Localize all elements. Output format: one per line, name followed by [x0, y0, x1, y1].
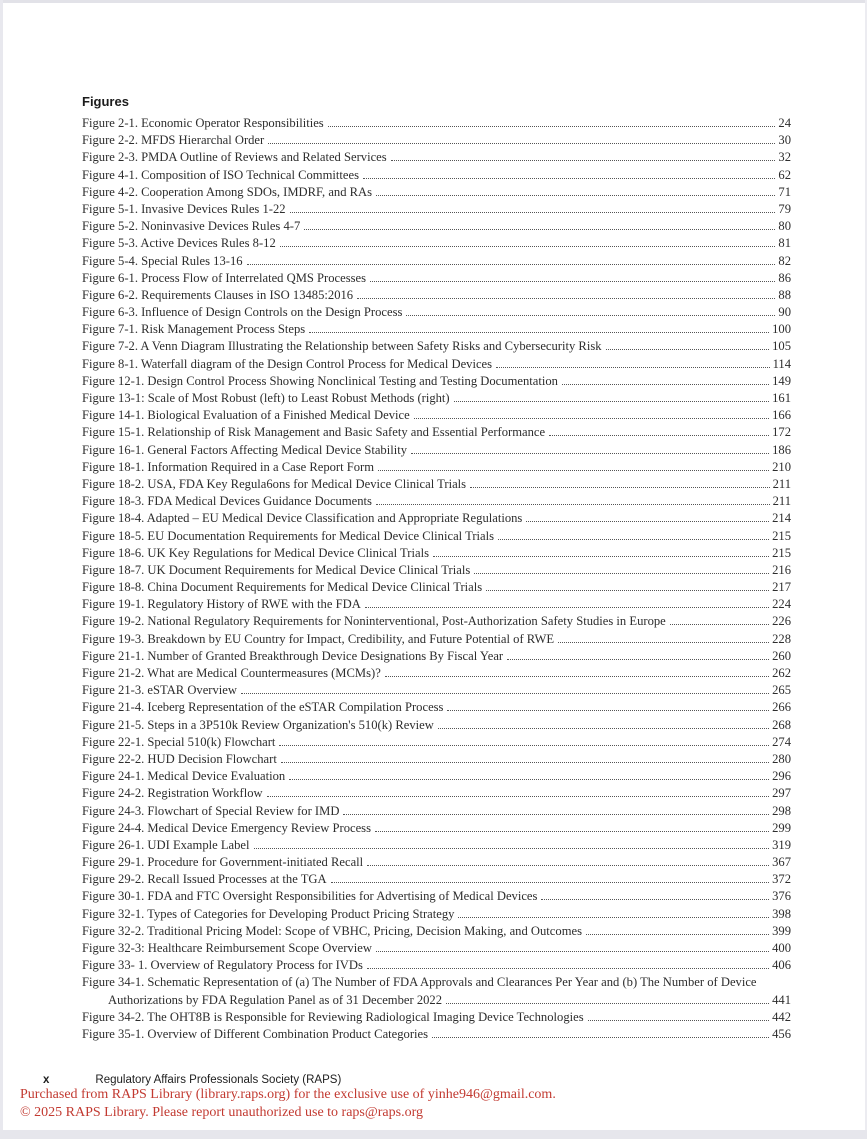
dot-leader: [254, 848, 770, 849]
toc-entry: [82, 338, 791, 355]
toc-entry-title: Authorizations by FDA Regulation Panel as of 31 December 2022: [108, 992, 443, 1007]
dot-leader: [378, 470, 769, 471]
toc-entry-title: Figure 22-1. Special 510(k) Flowchart: [82, 734, 276, 749]
toc-entry-page-number: 297: [772, 786, 791, 801]
toc-entry: [82, 665, 791, 682]
toc-entry-title: Figure 19-1. Regulatory History of RWE with the FDA: [82, 597, 361, 612]
toc-entry-page-number: 266: [772, 700, 791, 715]
toc-entry-page-number: 456: [772, 1026, 791, 1041]
footer-publisher: Regulatory Affairs Professionals Society (RAPS): [95, 1074, 342, 1086]
toc-entry-title: Figure 24-2. Registration Workflow: [82, 786, 263, 801]
toc-entry-title: Figure 5-3. Active Devices Rules 8-12: [82, 236, 276, 251]
toc-entry-title: Figure 16-1. General Factors Affecting Medical Device Stability: [82, 442, 408, 457]
toc-entry: [82, 510, 791, 527]
purchase-notice: Purchased from RAPS Library (library.raps.org) for the exclusive use of yinhe946@gmail.com.: [20, 1087, 556, 1102]
toc-entry-title: Figure 34-1. Schematic Representation of (a) The Number of FDA Approvals and Clearances Per Year and (b) The Number of Device: [82, 975, 757, 990]
toc-entry: [82, 459, 791, 476]
toc-entry-page-number: 24: [778, 116, 791, 130]
dot-leader: [357, 298, 775, 299]
toc-entry-title: Figure 21-3. eSTAR Overview: [82, 683, 237, 698]
toc-entry-title: Figure 2-3. PMDA Outline of Reviews and Related Services: [82, 150, 387, 165]
toc-entry-page-number: 81: [778, 236, 791, 251]
toc-entry-page-number: 82: [778, 253, 791, 268]
toc-entry-title: Figure 32-1. Types of Categories for Developing Product Pricing Strategy: [82, 906, 455, 921]
dot-leader: [289, 779, 769, 780]
toc-entry-page-number: 268: [772, 717, 791, 732]
toc-entry-page-number: 79: [778, 201, 791, 216]
toc-entry-title: Figure 12-1. Design Control Process Showing Nonclinical Testing and Testing Documentation: [82, 373, 558, 388]
toc-entry-title: Figure 32-2. Traditional Pricing Model: Scope of VBHC, Pricing, Decision Making, and Outcomes: [82, 923, 582, 938]
toc-entry-title: Figure 29-1. Procedure for Government-initiated Recall: [82, 855, 364, 870]
toc-entry-page-number: 224: [772, 597, 791, 612]
dot-leader: [549, 435, 769, 436]
toc-entry-page-number: 90: [778, 305, 791, 320]
toc-entry-page-number: 215: [772, 528, 791, 543]
dot-leader: [470, 487, 769, 488]
toc-entry-page-number: 71: [778, 184, 791, 199]
toc-entry-page-number: 406: [772, 958, 791, 973]
toc-entry-title: Figure 32-3: Healthcare Reimbursement Scope Overview: [82, 941, 372, 955]
toc-entry-page-number: 172: [772, 425, 791, 440]
toc-entry-page-number: 319: [772, 837, 791, 852]
toc-entry: [82, 923, 791, 940]
dot-leader: [446, 1003, 769, 1004]
toc-entry-title: Figure 24-3. Flowchart of Special Review for IMD: [82, 803, 340, 818]
toc-entry-title: Figure 18-7. UK Document Requirements for Medical Device Clinical Trials: [82, 562, 471, 577]
toc-entry: [82, 424, 791, 441]
dot-leader: [432, 1037, 769, 1038]
toc-entry: [82, 906, 791, 923]
page-top-edge: [0, 0, 867, 3]
dot-leader: [343, 814, 769, 815]
copyright-notice: © 2025 RAPS Library. Please report unauthorized use to raps@raps.org: [20, 1105, 424, 1120]
dot-leader: [588, 1020, 770, 1021]
toc-entry: [82, 751, 791, 768]
toc-entry: [82, 407, 791, 424]
toc-entry: [82, 820, 791, 837]
dot-leader: [433, 556, 769, 557]
toc-entry-page-number: 210: [772, 459, 791, 474]
dot-leader: [474, 573, 769, 574]
dot-leader: [458, 917, 769, 918]
toc-entry-page-number: 88: [778, 287, 791, 302]
dot-leader: [447, 710, 769, 711]
dot-leader: [391, 160, 776, 161]
toc-entry-page-number: 372: [772, 872, 791, 887]
toc-entry: [82, 888, 791, 905]
toc-entry: [82, 717, 791, 734]
dot-leader: [367, 865, 769, 866]
toc-entry-page-number: 161: [772, 391, 791, 405]
dot-leader: [267, 796, 769, 797]
toc-entry: [82, 476, 791, 493]
toc-entry-title: Figure 21-2. What are Medical Countermeasures (MCMs)?: [82, 666, 381, 680]
toc-entry-title: Figure 18-1. Information Required in a Case Report Form: [82, 459, 375, 474]
toc-entry-title: Figure 18-6. UK Key Regulations for Medical Device Clinical Trials: [82, 545, 429, 560]
toc-entry-title: Figure 2-2. MFDS Hierarchal Order: [82, 133, 265, 148]
toc-entry: [82, 992, 791, 1009]
toc-entry: [82, 699, 791, 716]
dot-leader: [486, 590, 769, 591]
toc-entry: [82, 201, 791, 218]
dot-leader: [280, 246, 776, 247]
dot-leader: [331, 882, 770, 883]
dot-leader: [498, 539, 769, 540]
toc-entry-page-number: 228: [772, 631, 791, 646]
toc-entry: [82, 579, 791, 596]
dot-leader: [375, 831, 769, 832]
toc-entry-title: Figure 18-2. USA, FDA Key Regula6ons for Medical Device Clinical Trials: [82, 476, 467, 491]
section-heading: Figures: [82, 94, 129, 109]
toc-entry-page-number: 217: [772, 580, 791, 595]
toc-entry-title: Figure 6-1. Process Flow of Interrelated QMS Processes: [82, 270, 367, 285]
toc-entry: [82, 957, 791, 974]
toc-entry-title: Figure 5-1. Invasive Devices Rules 1-22: [82, 201, 286, 216]
toc-entry-title: Figure 14-1. Biological Evaluation of a Finished Medical Device: [82, 408, 410, 423]
dot-leader: [406, 315, 775, 316]
toc-entry: [82, 132, 791, 149]
dot-leader: [290, 212, 776, 213]
toc-entry: [82, 648, 791, 665]
toc-entry-page-number: 80: [778, 219, 791, 234]
toc-entry: [82, 321, 791, 338]
toc-entry: [82, 253, 791, 270]
toc-entry: [82, 871, 791, 888]
dot-leader: [438, 728, 769, 729]
dot-leader: [328, 126, 776, 127]
toc-entry-title: Figure 24-1. Medical Device Evaluation: [82, 769, 286, 784]
toc-entry-page-number: 441: [772, 992, 791, 1007]
toc-entry-page-number: 211: [772, 494, 791, 509]
dot-leader: [367, 968, 769, 969]
toc-entry-page-number: 262: [772, 666, 791, 680]
toc-entry-page-number: 296: [772, 769, 791, 784]
toc-entry: [82, 270, 791, 287]
toc-entry: [82, 940, 791, 957]
toc-entry-title: Figure 4-2. Cooperation Among SDOs, IMDRF, and RAs: [82, 184, 373, 199]
toc-entry-page-number: 105: [772, 339, 791, 354]
toc-entry-title: Figure 35-1. Overview of Different Combination Product Categories: [82, 1026, 429, 1041]
toc-entry-title: Figure 13-1: Scale of Most Robust (left) to Least Robust Methods (right): [82, 391, 450, 405]
toc-entry-title: Figure 24-4. Medical Device Emergency Review Process: [82, 820, 371, 835]
toc-entry-title: Figure 30-1. FDA and FTC Oversight Responsibilities for Advertising of Medical Devices: [82, 889, 538, 904]
toc-entry: [82, 390, 791, 407]
toc-entry-title: Figure 5-2. Noninvasive Devices Rules 4-7: [82, 219, 301, 234]
dot-leader: [279, 745, 769, 746]
toc-entry-title: Figure 7-1. Risk Management Process Steps: [82, 322, 306, 337]
toc-entry-page-number: 216: [772, 562, 791, 577]
dot-leader: [526, 521, 769, 522]
toc-entry-title: Figure 5-4. Special Rules 13-16: [82, 253, 243, 268]
dot-leader: [376, 504, 770, 505]
toc-entry-title: Figure 18-3. FDA Medical Devices Guidance Documents: [82, 494, 372, 509]
toc-entry: [82, 493, 791, 510]
toc-entry-page-number: 260: [772, 648, 791, 663]
toc-entry-page-number: 166: [772, 408, 791, 423]
toc-entry-page-number: 149: [772, 373, 791, 388]
toc-entry: [82, 596, 791, 613]
toc-entry-page-number: 226: [772, 614, 791, 629]
toc-entry: [82, 149, 791, 166]
toc-entry: [82, 1009, 791, 1026]
dot-leader: [606, 349, 770, 350]
toc-entry-page-number: 280: [772, 751, 791, 766]
footer-publisher-line: [43, 1073, 341, 1087]
toc-entry-page-number: 214: [772, 511, 791, 526]
toc-entry: [82, 682, 791, 699]
dot-leader: [376, 195, 775, 196]
toc-entry: [82, 974, 791, 991]
dot-leader: [241, 693, 769, 694]
toc-entry-page-number: 211: [772, 476, 791, 491]
toc-entry-title: Figure 15-1. Relationship of Risk Management and Basic Safety and Essential Performance: [82, 425, 546, 440]
dot-leader: [370, 281, 775, 282]
toc-entry-title: Figure 6-3. Influence of Design Controls on the Design Process: [82, 305, 403, 320]
toc-entry-title: Figure 29-2. Recall Issued Processes at the TGA: [82, 872, 327, 887]
toc-entry: [82, 562, 791, 579]
footer-page-number: x: [43, 1074, 50, 1086]
dot-leader: [670, 624, 769, 625]
toc-entry-title: Figure 21-4. Iceberg Representation of the eSTAR Compilation Process: [82, 700, 444, 715]
toc-list: [82, 115, 791, 1043]
toc-entry-page-number: 114: [772, 356, 791, 371]
dot-leader: [454, 401, 769, 402]
dot-leader: [507, 659, 769, 660]
toc-entry-title: Figure 19-3. Breakdown by EU Country for Impact, Credibility, and Future Potential of RWE: [82, 631, 555, 646]
toc-entry: [82, 1026, 791, 1043]
dot-leader: [363, 178, 775, 179]
toc-entry-page-number: 367: [772, 855, 791, 870]
toc-entry: [82, 854, 791, 871]
toc-entry-title: Figure 33- 1. Overview of Regulatory Process for IVDs: [82, 958, 363, 973]
toc-entry-page-number: 299: [772, 820, 791, 835]
toc-entry-title: Figure 6-2. Requirements Clauses in ISO 13485:2016: [82, 287, 354, 302]
toc-entry-page-number: 62: [778, 167, 791, 182]
dot-leader: [541, 899, 769, 900]
figures-toc: [82, 94, 791, 1043]
toc-entry-title: Figure 2-1. Economic Operator Responsibilities: [82, 116, 324, 130]
toc-entry-title: Figure 8-1. Waterfall diagram of the Design Control Process for Medical Devices: [82, 356, 493, 371]
toc-entry-page-number: 186: [772, 442, 791, 457]
dot-leader: [268, 143, 775, 144]
toc-entry-page-number: 215: [772, 545, 791, 560]
dot-leader: [414, 418, 769, 419]
toc-entry: [82, 235, 791, 252]
toc-entry: [82, 304, 791, 321]
toc-entry: [82, 442, 791, 459]
toc-entry-title: Figure 7-2. A Venn Diagram Illustrating the Relationship between Safety Risks and Cybersecurity Risk: [82, 339, 602, 354]
toc-entry: [82, 218, 791, 235]
page-left-edge: [0, 0, 3, 1139]
toc-entry: [82, 528, 791, 545]
dot-leader: [365, 607, 769, 608]
toc-entry-page-number: 30: [778, 133, 791, 148]
toc-entry: [82, 287, 791, 304]
page-bottom-edge: [0, 1130, 867, 1139]
dot-leader: [562, 384, 769, 385]
toc-entry: [82, 734, 791, 751]
toc-entry-page-number: 32: [778, 150, 791, 165]
toc-entry-title: Figure 19-2. National Regulatory Requirements for Noninterventional, Post-Authorization Safety Studies in Europe: [82, 614, 666, 629]
toc-entry: [82, 785, 791, 802]
toc-entry-title: Figure 18-4. Adapted – EU Medical Device Classification and Appropriate Regulations: [82, 511, 523, 526]
toc-entry-page-number: 376: [772, 889, 791, 904]
toc-entry: [82, 613, 791, 630]
toc-entry: [82, 837, 791, 854]
dot-leader: [309, 332, 769, 333]
dot-leader: [304, 229, 775, 230]
toc-entry-title: Figure 26-1. UDI Example Label: [82, 837, 250, 852]
toc-entry-page-number: 100: [772, 322, 791, 337]
toc-entry-page-number: 265: [772, 683, 791, 698]
toc-entry-page-number: 399: [772, 923, 791, 938]
toc-entry: [82, 803, 791, 820]
dot-leader: [376, 951, 769, 952]
toc-entry-title: Figure 18-5. EU Documentation Requirements for Medical Device Clinical Trials: [82, 528, 495, 543]
toc-entry-title: Figure 22-2. HUD Decision Flowchart: [82, 751, 277, 766]
toc-entry-page-number: 298: [772, 803, 791, 818]
toc-entry: [82, 631, 791, 648]
toc-entry-title: Figure 4-1. Composition of ISO Technical Committees: [82, 167, 359, 182]
toc-entry: [82, 373, 791, 390]
toc-entry: [82, 356, 791, 373]
dot-leader: [496, 367, 770, 368]
toc-entry-page-number: 400: [772, 941, 791, 955]
dot-leader: [385, 676, 769, 677]
toc-entry: [82, 115, 791, 132]
toc-entry-title: Figure 21-1. Number of Granted Breakthrough Device Designations By Fiscal Year: [82, 648, 504, 663]
toc-entry: [82, 167, 791, 184]
toc-entry-page-number: 274: [772, 734, 791, 749]
dot-leader: [411, 453, 769, 454]
toc-entry-title: Figure 34-2. The OHT8B is Responsible for Reviewing Radiological Imaging Device Technologies: [82, 1009, 584, 1024]
toc-entry: [82, 768, 791, 785]
toc-entry-page-number: 86: [778, 270, 791, 285]
dot-leader: [586, 934, 769, 935]
dot-leader: [558, 642, 769, 643]
dot-leader: [247, 264, 776, 265]
toc-entry-page-number: 442: [772, 1009, 791, 1024]
toc-entry: [82, 545, 791, 562]
toc-entry-title: Figure 21-5. Steps in a 3P510k Review Organization's 510(k) Review: [82, 717, 434, 732]
toc-entry: [82, 184, 791, 201]
dot-leader: [281, 762, 769, 763]
toc-entry-page-number: 398: [772, 906, 791, 921]
toc-entry-title: Figure 18-8. China Document Requirements for Medical Device Clinical Trials: [82, 580, 483, 595]
